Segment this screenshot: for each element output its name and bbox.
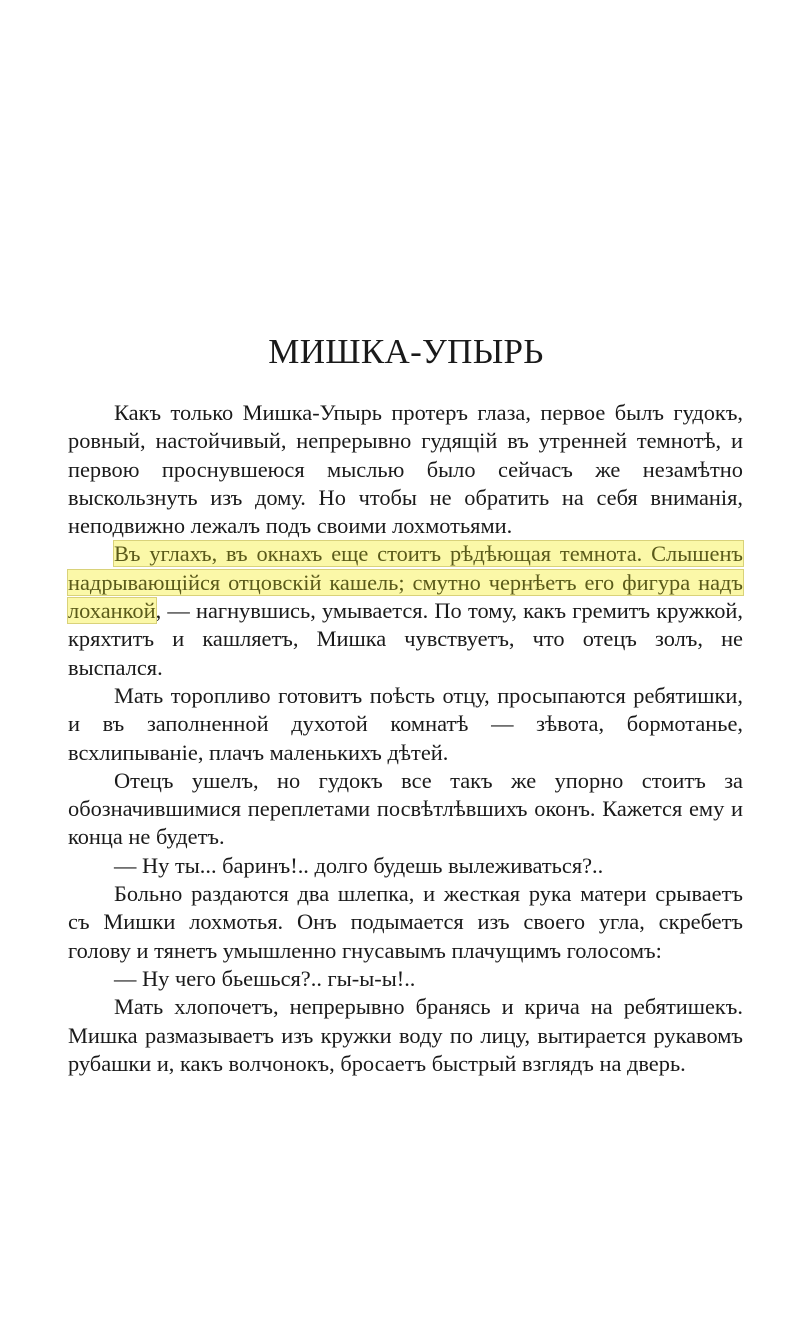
text-highlight[interactable]: Въ углахъ, въ окнахъ еще стоитъ рѣдѣющая темнота. Слышенъ надрывающійся отцовскій кашель; смутно чернѣетъ его фигура надъ лоханкой	[68, 541, 743, 624]
paragraph-continuation: , — нагнувшись, умывается. По тому, какъ гремитъ кружкой, кряхтитъ и кашляетъ, Мишка чувствуетъ, что отецъ золъ, не выспался.	[68, 598, 743, 680]
body-text	[68, 399, 743, 1078]
paragraph-highlighted	[68, 540, 743, 681]
paragraph: Мать торопливо готовитъ поѣсть отцу, просыпаются ребятишки, и въ заполненной духотой комнатѣ — зѣвота, бормотанье, всхлипываніе, плачъ маленькихъ дѣтей.	[68, 682, 743, 765]
paragraph: Мать хлопочетъ, непрерывно бранясь и крича на ребятишекъ. Мишка размазываетъ изъ кружки воду по лицу, вытирается рукавомъ рубашки и, какъ волчонокъ, бросаетъ быстрый взглядъ на дверь.	[68, 994, 743, 1076]
paragraph: Больно раздаются два шлепка, и жесткая рука матери срываетъ съ Мишки лохмотья. Онъ подымается изъ своего угла, скребетъ голову и тянетъ умышленно гнусавымъ плачущимъ голосомъ:	[68, 881, 743, 963]
paragraph: Какъ только Мишка-Упырь протеръ глаза, первое былъ гудокъ, ровный, настойчивый, непрерывно гудящій въ утренней темнотѣ, и первою проснувшеюся мыслью было сейчасъ же незамѣтно выскользнуть изъ дому. Но чтобы не обратить на себя вниманія, неподвижно лежалъ подъ своими лохмотьями.	[68, 400, 743, 539]
dialogue-line: — Ну ты... баринъ!.. долго будешь вылеживаться?..	[114, 852, 604, 878]
dialogue-line: — Ну чего бьешься?.. гы-ы-ы!..	[114, 965, 416, 991]
paragraph: Отецъ ушелъ, но гудокъ все такъ же упорно стоитъ за обозначившимися переплетами посвѣтлѣвшихъ оконъ. Кажется ему и конца не будетъ.	[68, 767, 743, 850]
chapter-title: МИШКА-УПЫРЬ	[268, 332, 544, 371]
